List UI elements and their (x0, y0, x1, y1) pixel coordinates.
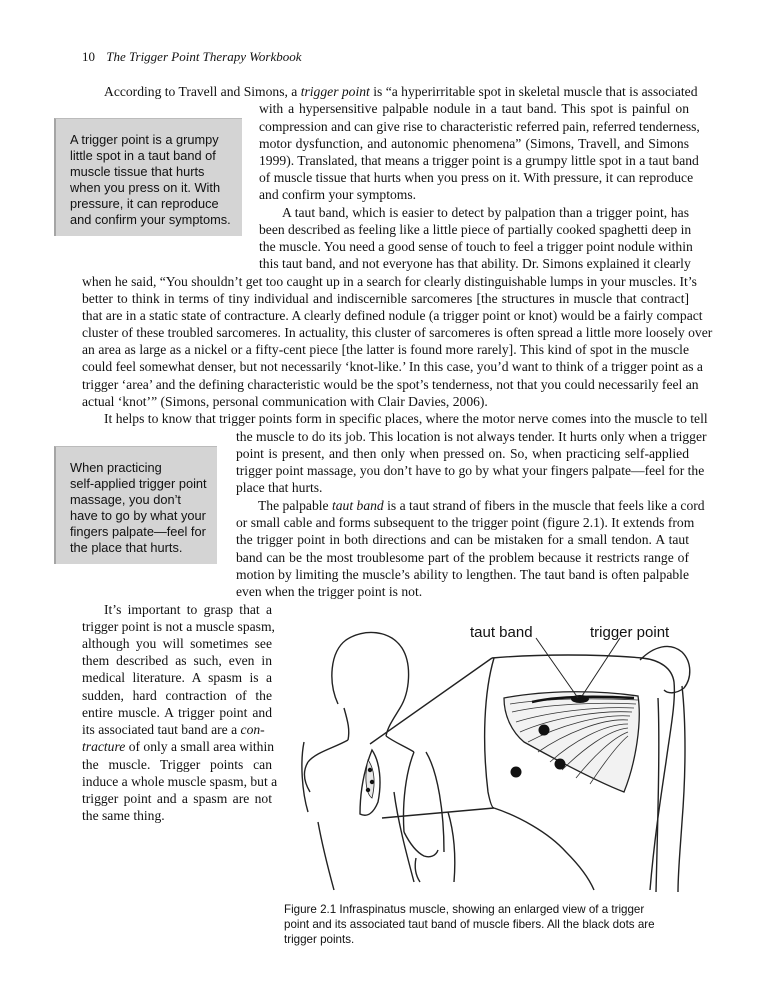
paragraph-5-line: the same thing. (82, 808, 165, 823)
text-run: is a taut strand of fibers in the muscle that feels like a cord (383, 498, 705, 513)
paragraph-2-line: when he said, “You shouldn’t get too caught up in a search for clearly distinguishable lumps in your muscles. It’s (82, 274, 697, 289)
sidebar-line: pressure, it can reproduce (70, 196, 219, 211)
term-contracture: con- (240, 722, 265, 737)
paragraph-5-line: trigger point is not a muscle spasm, (82, 619, 275, 634)
paragraph-4-line (258, 497, 705, 514)
leader-line-trigger-point (582, 638, 620, 696)
sidebar-line: massage, you don’t (70, 492, 181, 507)
label-taut-band: taut band (470, 624, 533, 641)
pull-quote-sidebar (54, 446, 217, 564)
paragraph-1-line: compression and can give rise to characteristic referred pain, referred tenderness, (259, 119, 700, 134)
paragraph-2-line: trigger ‘area’ and the defining characteristic would be the spot’s tenderness, not that you could necessarily feel an (82, 377, 699, 392)
text-run: of only a small area within (125, 739, 275, 754)
figure-caption-line: Figure 2.1 Infraspinatus muscle, showing an enlarged view of a trigger (284, 903, 645, 916)
text-run: is “a hyperirritable spot in skeletal muscle that is associated (369, 84, 698, 99)
paragraph-2-line: A taut band, which is easier to detect by palpation than a trigger point, has (282, 205, 689, 220)
paragraph-2-line: the muscle. You need a good sense of touch to feel a trigger point nodule within (259, 239, 693, 254)
running-head (82, 49, 302, 65)
trigger-point-dot (366, 788, 370, 792)
paragraph-1-line: 1999). Translated, that means a trigger point is a grumpy little spot in a taut band (259, 153, 699, 168)
sidebar-line: self-applied trigger point (70, 476, 207, 491)
paragraph-2-line: an area as large as a nickel or a fifty-cent piece [the latter is found more rarely]. This kind of spot in the muscle (82, 342, 689, 357)
paragraph-5-line: It’s important to grasp that a (104, 602, 272, 617)
infraspinatus-muscle (504, 692, 639, 792)
sidebar-line: A trigger point is a grumpy (70, 132, 219, 147)
book-title: The Trigger Point Therapy Workbook (106, 49, 302, 64)
paragraph-3-line: point is present, and then only when pressed on. So, when practicing self-applied (236, 446, 689, 461)
anatomical-figure (298, 612, 698, 894)
page-number: 10 (82, 49, 95, 64)
label-trigger-point: trigger point (590, 624, 670, 641)
paragraph-5-line (82, 721, 265, 738)
paragraph-1-line (104, 83, 698, 100)
trigger-point-dot (368, 768, 372, 772)
paragraph-5-line: trigger point and a spasm are not (82, 791, 272, 806)
term-trigger-point: trigger point (300, 84, 370, 99)
paragraph-2-line: been described as feeling like a little piece of partially cooked spaghetti deep in (259, 222, 692, 237)
paragraph-2-line: could feel somewhat denser, but not necessarily ‘knot-like.’ In this case, you’d want to think of a trigger point as a (82, 359, 703, 374)
paragraph-1-line: of muscle tissue that hurts when you press on it. With pressure, it can reproduce (259, 170, 694, 185)
paragraph-3-line: place that hurts. (236, 480, 323, 495)
term-contracture: tracture (82, 739, 126, 754)
infraspinatus-illustration (298, 612, 698, 894)
sidebar-line: and confirm your symptoms. (70, 212, 231, 227)
paragraph-3-line: It helps to know that trigger points form in specific places, where the motor nerve comes into the muscle to tell (104, 411, 708, 426)
paragraph-5-line: them described as such, even in (82, 653, 272, 668)
paragraph-5-line (82, 738, 274, 755)
figure-caption-line: trigger points. (284, 933, 355, 946)
figure-caption-line: point and its associated taut band of muscle fibers. All the black dots are (284, 918, 655, 931)
sidebar-line: have to go by what your (70, 508, 206, 523)
text-run: its associated taut band are a (82, 722, 241, 737)
paragraph-4-line: motion by limiting the muscle’s ability to lengthen. The taut band is often palpable (236, 567, 689, 582)
paragraph-1-line: motor dysfunction, and autonomic phenomena” (Simons, Travell, and Simons (259, 136, 689, 151)
paragraph-2-line: this taut band, and not everyone has that ability. Dr. Simons explained it clearly (259, 256, 691, 271)
trigger-point-dot (555, 759, 566, 770)
paragraph-4-line: band can be the most troublesome part of the problem because it restricts range of (236, 550, 689, 565)
paragraph-5-line: the muscle. Trigger points can (82, 757, 272, 772)
paragraph-4-line: even when the trigger point is not. (236, 584, 423, 599)
paragraph-1-line: and confirm your symptoms. (259, 187, 417, 202)
sidebar-line: fingers palpate—feel for (70, 524, 206, 539)
sidebar-line: when you press on it. With (70, 180, 221, 195)
text-run: According to Travell and Simons, a (104, 84, 301, 99)
pull-quote-sidebar (54, 118, 242, 236)
paragraph-5-line: medical literature. A spasm is a (82, 670, 272, 685)
paragraph-2-line: that are in a static state of contracture. A clearly defined nodule (a trigger point or knot) would be a fairly compact (82, 308, 703, 323)
trigger-point-nodule (571, 695, 589, 703)
text-run: The palpable (258, 498, 332, 513)
sidebar-line: the place that hurts. (70, 540, 183, 555)
paragraph-5-line: induce a whole muscle spasm, but a (82, 774, 278, 789)
paragraph-4-line: or small cable and forms subsequent to the trigger point (figure 2.1). It extends from (236, 515, 695, 530)
small-view-muscle (366, 760, 374, 798)
paragraph-5-line: sudden, hard contraction of the (82, 688, 272, 703)
term-taut-band: taut band (331, 498, 384, 513)
paragraph-2-line: cluster of these troubled sarcomeres. In actuality, this cluster of sarcomeres is often spread a little more loosely over (82, 325, 713, 340)
sidebar-line: When practicing (70, 460, 162, 475)
paragraph-2-line: actual ‘knot’” (Simons, personal communication with Clair Davies, 2006). (82, 394, 488, 409)
paragraph-3-line: trigger point massage, you don’t have to go by what your fingers palpate—feel for the (236, 463, 705, 478)
paragraph-4-line: the trigger point in both directions and can be mistaken for a small tendon. A taut (236, 532, 689, 547)
paragraph-5-line: although you will sometimes see (82, 636, 272, 651)
trigger-point-dot (539, 725, 550, 736)
trigger-point-dot (511, 767, 522, 778)
paragraph-5-line: entire muscle. A trigger point and (82, 705, 272, 720)
leader-line-taut-band (536, 638, 578, 698)
paragraph-3-line: the muscle to do its job. This location is not always tender. It hurts only when a trigger (236, 429, 707, 444)
sidebar-line: muscle tissue that hurts (70, 164, 205, 179)
paragraph-2-line: better to think in terms of tiny individual and indiscernible sarcomeres [the structures in muscle that contract] (82, 291, 689, 306)
trigger-point-dot (370, 780, 374, 784)
paragraph-1-line: with a hypersensitive palpable nodule in a taut band. This spot is painful on (259, 101, 689, 116)
sidebar-line: little spot in a taut band of (70, 148, 216, 163)
